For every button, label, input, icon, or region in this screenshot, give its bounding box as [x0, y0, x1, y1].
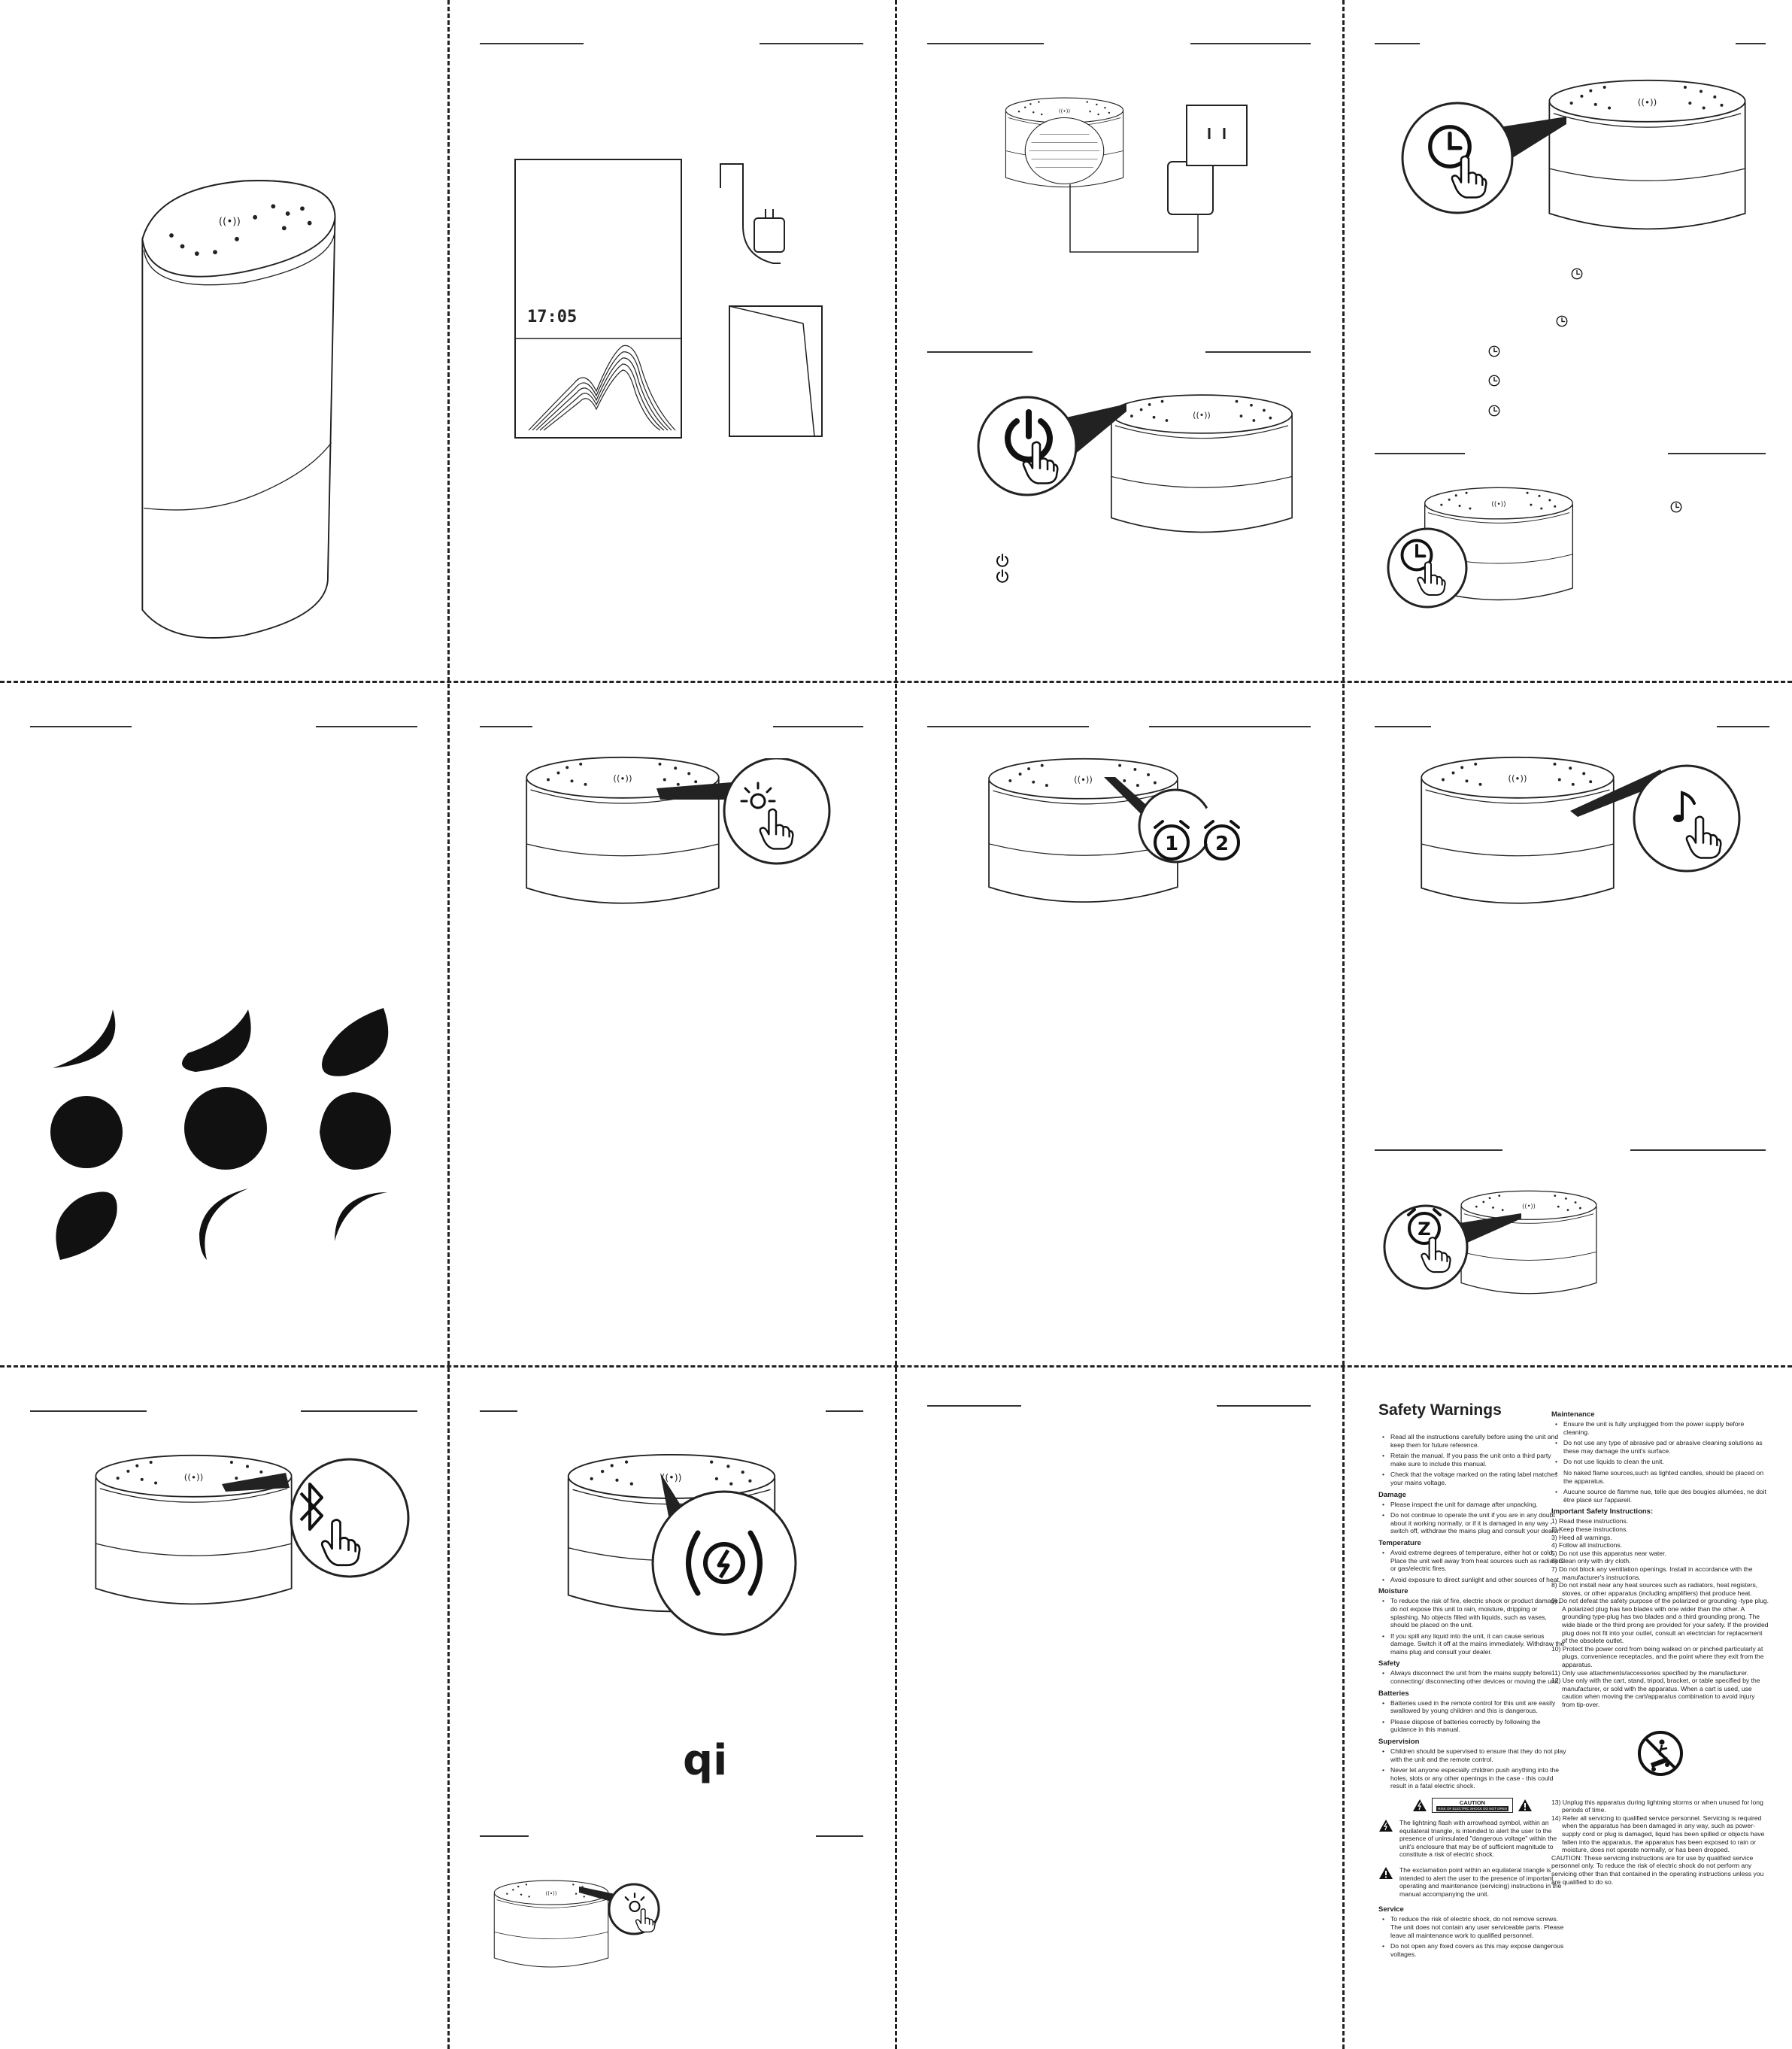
- exclamation-warning-icon: [1518, 1799, 1533, 1812]
- product-box-illustration: [514, 158, 683, 440]
- hand-pointer-icon: [635, 1908, 656, 1933]
- clock-icon: [1570, 267, 1584, 281]
- panel-blank: [897, 1368, 1345, 2048]
- panel-wireless-charging: [450, 1368, 897, 2048]
- hand-pointer-icon: [1416, 560, 1446, 596]
- hand-pointer-icon: [1420, 1236, 1451, 1273]
- alarm-2-icon: [1199, 818, 1245, 864]
- clock-icon: [1555, 314, 1569, 328]
- moon-phase-icon: [184, 1087, 267, 1170]
- clock-icon: [1487, 404, 1501, 417]
- box-clock-display: 17:05: [527, 308, 578, 326]
- panel-moon-phases: [0, 683, 447, 1364]
- panel-light-button: [450, 683, 897, 1364]
- panel-music-snooze: [1345, 683, 1792, 1364]
- power-adapter-illustration: [713, 158, 796, 271]
- hand-pointer-icon: [1684, 815, 1722, 860]
- moon-phase-icon: [320, 1092, 391, 1170]
- exclamation-warning-icon: [1378, 1866, 1393, 1880]
- product-illustration-tall: [128, 169, 346, 651]
- moon-phase-icon: [53, 1009, 115, 1068]
- moon-phase-icon: [182, 1009, 251, 1072]
- lightning-warning-icon: [1378, 1819, 1393, 1832]
- hand-pointer-icon: [320, 1518, 361, 1567]
- hand-pointer-icon: [1450, 154, 1487, 199]
- moon-phase-icon: [322, 1008, 388, 1076]
- safety-title: Safety Warnings: [1378, 1401, 1502, 1419]
- panel-safety-warnings: [1345, 1368, 1792, 2048]
- panel-box-contents: [450, 0, 897, 681]
- svg-text:1: 1: [1164, 833, 1179, 855]
- hand-pointer-icon: [1021, 440, 1059, 485]
- moon-phase-icon: [50, 1096, 123, 1168]
- power-icon: [995, 553, 1010, 568]
- panel-power-setup: [897, 0, 1345, 681]
- clock-icon: [1487, 345, 1501, 358]
- caution-label: CAUTION RISK OF ELECTRIC SHOCK DO NOT OPEN: [1432, 1798, 1512, 1813]
- manual-booklet-illustration: [728, 305, 826, 440]
- qi-logo: qi: [683, 1736, 728, 1785]
- device-illustration: [1544, 68, 1751, 256]
- svg-text:2: 2: [1214, 833, 1230, 855]
- wireless-charging-icon: [675, 1522, 773, 1604]
- moon-phase-icon: [335, 1192, 387, 1241]
- moon-phase-icon: [199, 1188, 248, 1260]
- panel-bluetooth: [0, 1368, 447, 2048]
- device-illustration: [1104, 387, 1299, 553]
- clock-icon: [1487, 374, 1501, 387]
- alarm-1-icon: [1149, 818, 1194, 864]
- safety-column-left: Safety Warnings • Read all the instructions carefully before using the unit and keep them for future reference. • Retain the manual. If you pass the unit onto a third party make sure to include this manual. • Check that the voltage marked on the rating label matches your mains voltage. Damage • Please inspect the unit for damage after unpacking. • Do not continue to operate the unit if you are in any doubt about it working normally, or if it is damaged in any way - switch off, withdraw the mains plug and consult your dealer. Temperature • Avoid extreme degrees of temperature, either hot or cold. Place the unit well away from heat sources such as radiators or gas/electric fires. • Avoid exposure to direct sunlight and other sources of heat. Moisture • To reduce the risk of fire, electric shock or product damage, do not expose this unit to rain, moisture, dripping or splashing. No objects filled with liquids, such as vases, should be placed on the unit. • If you spill any liquid into the unit, it can cause serious damage. Switch it off at the mains immediately. Withdraw the mains plug and consult your dealer. Safety • Always disconnect the unit from the mains supply before connecting/ disconnecting other devices or moving the unit. Batteries • Batteries used in the remote control for this unit are easily swallowed by young children and this is dangerous. • Please dispose of batteries correctly by following the guidance in this manual. Supervision • Children should be supervised to ensure that they do not play with the unit and the remote control. • Never let anyone especially children push anything into the holes, slots or any other openings in the case - this could result in a fatal electric shock. CAUTION RISK OF ELECTRIC SHOCK DO NOT OPEN The lightning flash with arrowhead symbol, within an equilateral triangle, is intended to alert the user to the presence of uninsulated "dangerous voltage" within the unit's enclosure that may be of sufficient magnitude to constitute a risk of electric shock. The exclamation point within an equilateral triangle is intended to alert the user to the presence of important operating and maintenance (servicing) instructions in the manual accompanying the unit. Service • To reduce the risk of electric shock, do not remove screws. The unit does not contain any user serviceable parts. Please leave all maintenance work to qualified personnel. • Do not open any fixed covers as this may expose dangerous voltages.: [1378, 1401, 1566, 1961]
- panel-cover: [0, 0, 447, 681]
- safety-column-right: Maintenance • Ensure the unit is fully unplugged from the power supply before cleaning. • Do not use any type of abrasive pad or abrasive cleaning solutions as these may damage the unit's surface. • Do not use liquids to clean the unit. • No naked flame sources,such as lighted candles, should be placed on the apparatus. • Aucune source de flamme nue, telle que des bougies allumées, ne doit être placé sur l'appareil. Important Safety Instructions: 1) Read these instructions. 2) Keep these instructions. 3) Heed all warnings. 4) Follow all instructions. 5) Do not use this apparatus near water. 6) Clean only with dry cloth. 7) Do not block any ventilation openings. Install in accordance with the manufacturer's instructions. 8) Do not install near any heat sources such as radiators, heat registers, stoves, or other apparatus (including amplifiers) that produce heat. 9) Do not defeat the safety purpose of the polarized or grounding -type plug. A polarized plug has two blades with one wider than the other. A grounding type-plug has two blades and a third grounding prong. The wide blade or the third prong are provided for your safety. If the provided plug does not fit into your outlet, consult an electrician for replacement of the obsolete outlet. 10) Protect the power cord from being walked on or pinched particularly at plugs, convenience receptacles, and the point where they exit from the apparatus. 11) Only use attachments/accessories specified by the manufacturer. 12) Use only with the cart, stand, tripod, bracket, or table specified by the manufacturer, or sold with the apparatus. When a cart is used, use caution when moving the cart/apparatus combination to avoid injury from tip-over. 13) Unplug this apparatus during lightning storms or when unused for long periods of time. 14) Refer all servicing to qualified service personnel. Servicing is required when the apparatus has been damaged in any way, such as power-supply cord or plug is damaged, liquid has been spilled or objects have fallen into the apparatus, the apparatus has been exposed to rain or moisture, does not operate normally, or has been dropped. CAUTION: These servicing instructions are for use by qualified service personnel only. To reduce the risk of electric shock do not perform any servicing other than that contained in the operating instructions unless you are qualified to do so.: [1551, 1407, 1769, 1886]
- panel-clock-setting: [1345, 0, 1792, 681]
- svg-text:Z: Z: [1418, 1219, 1431, 1240]
- caution-symbols: [1378, 1798, 1566, 1813]
- moon-phase-icon: [56, 1191, 117, 1260]
- hand-pointer-icon: [758, 807, 794, 851]
- lightning-warning-icon: [1412, 1799, 1427, 1812]
- cart-tipover-warning-icon: [1551, 1730, 1769, 1780]
- clock-icon: [1669, 500, 1683, 514]
- moon-phase-chart: [45, 1008, 399, 1309]
- adapter-wall-outlet: [1063, 102, 1288, 260]
- panel-alarm-buttons: [897, 683, 1345, 1364]
- power-icon: [995, 569, 1010, 584]
